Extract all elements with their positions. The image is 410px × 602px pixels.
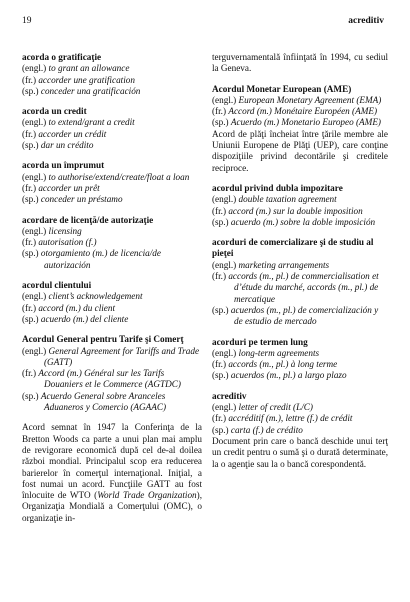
language-label: (engl.): [22, 63, 47, 74]
translation-line: [212, 305, 388, 328]
entry-definition: Acord de plăţi încheiat între ţările membre ale Uniunii Europene de Plăţi (UEP), care conţine dispoziţiile privind decontările şi creditele reciproce.: [212, 128, 388, 173]
language-label: (fr.): [212, 413, 227, 424]
page-header: [22, 16, 384, 30]
page-number: 19: [22, 16, 32, 26]
translated-term: accords (m., pl.) à long terme: [228, 359, 338, 370]
language-label: (engl.): [22, 291, 47, 302]
dictionary-entry: [22, 334, 202, 413]
entry-headword: acorda un credit: [22, 106, 87, 117]
translation-line: [212, 425, 388, 436]
translated-term: letter of credit (L/C): [238, 402, 313, 413]
translation-line: [22, 346, 202, 369]
language-label: (fr.): [212, 205, 227, 216]
translation-line: [212, 402, 388, 413]
translation-line: [22, 172, 202, 183]
translation-line: [22, 391, 202, 414]
language-label: (engl.): [22, 117, 47, 128]
language-label: (engl.): [212, 259, 237, 270]
entry-headword: acorda o gratificaţie: [22, 52, 102, 62]
entry-headword: Acordul General pentru Tarife şi Comerţ: [22, 334, 184, 345]
translated-term: Acuerdo General sobre Aranceles Aduaneros y Comercio (AGAAC): [40, 390, 167, 413]
translation-line: [22, 86, 202, 97]
entry-headword: acordul privind dubla impozitare: [212, 182, 343, 193]
dictionary-entry: [212, 183, 388, 228]
translated-term: European Monetary Agreement (EMA): [238, 94, 382, 105]
language-label: (sp.): [22, 194, 39, 205]
translated-term: Accord (m.) Général sur les Tarifs Douaniers et le Commerce (AGTDC): [38, 368, 181, 390]
running-head: acreditiv: [348, 16, 384, 26]
translation-line: [212, 117, 388, 128]
translated-term: dar un crédito: [40, 140, 94, 151]
language-label: (sp.): [22, 140, 39, 151]
translation-line: [22, 248, 202, 271]
language-label: (engl.): [212, 347, 237, 358]
language-label: (engl.): [22, 171, 47, 182]
translated-term: marketing arrangements: [238, 259, 330, 270]
translation-line: [22, 314, 202, 325]
translation-line: [212, 260, 388, 271]
entry-headword: acorduri de comercializare şi de studiu al pieţei: [212, 237, 374, 259]
language-label: (engl.): [22, 225, 47, 236]
translated-term: General Agreement for Tariffs and Trade (GATT): [44, 345, 200, 367]
dictionary-entry: [212, 237, 388, 327]
translated-term: client’s acknowledgement: [48, 291, 143, 302]
translation-line: [22, 63, 202, 74]
translation-line: [22, 75, 202, 86]
translation-line: [22, 183, 202, 194]
translated-term: accorder un prêt: [38, 182, 100, 193]
language-label: (fr.): [212, 271, 227, 282]
translated-term: double taxation agreement: [238, 194, 337, 205]
language-label: (fr.): [22, 182, 37, 193]
entry-headword: acorduri pe termen lung: [212, 336, 308, 347]
language-label: (fr.): [22, 237, 37, 248]
translation-line: [212, 359, 388, 370]
entry-headword: acreditiv: [212, 390, 247, 401]
entry-headword: acordul clientului: [22, 280, 92, 291]
entry-headword: acordare de licenţă/de autorizaţie: [22, 214, 154, 225]
translation-line: [22, 140, 202, 151]
translated-term: autorisation (f.): [38, 237, 97, 248]
language-label: (fr.): [212, 359, 227, 370]
language-label: (fr.): [22, 368, 37, 379]
translation-line: [212, 106, 388, 117]
translated-term: acuerdo (m.) sobre la doble imposición: [230, 216, 376, 227]
language-label: (fr.): [22, 302, 37, 313]
entry-headword: Acordul Monetar European (AME): [212, 83, 352, 94]
translated-term: licensing: [48, 225, 82, 236]
translated-term: accord (m.) sur la double imposition: [228, 205, 363, 216]
language-label: (sp.): [22, 248, 39, 259]
right-column: [212, 52, 388, 479]
dictionary-entry: [22, 106, 202, 151]
language-label: (sp.): [212, 424, 229, 435]
translation-line: [212, 413, 388, 424]
translated-term: accorder une gratification: [38, 74, 135, 85]
translated-term: otorgamiento (m.) de licencia/de autorización: [40, 248, 161, 270]
translated-term: conceder un préstamo: [40, 194, 123, 205]
translation-line: [212, 206, 388, 217]
dictionary-entry: [212, 337, 388, 382]
translation-line: [22, 291, 202, 302]
translation-line: [22, 194, 202, 205]
translated-term: conceder una gratificación: [40, 85, 141, 96]
translated-term: Accord (m.) Monétaire Européen (AME): [228, 106, 378, 117]
translated-term: Acuerdo (m.) Monetario Europeo (AME): [230, 117, 381, 128]
translated-term: carta (f.) de crédito: [230, 424, 303, 435]
language-label: (engl.): [22, 345, 47, 356]
translated-term: accréditif (m.), lettre (f.) de crédit: [228, 413, 353, 424]
language-label: (sp.): [212, 370, 229, 381]
translation-line: [212, 370, 388, 381]
language-label: (sp.): [22, 390, 39, 401]
translation-line: [22, 368, 202, 391]
translation-line: [212, 217, 388, 228]
translated-term: long-term agreements: [238, 347, 320, 358]
translated-term: accords (m., pl.) de commercialisation et d’étude du marché, accords (m., pl.) de mercatique: [228, 271, 379, 304]
dictionary-entry: [212, 84, 388, 174]
translated-term: acuerdo (m.) del cliente: [40, 313, 129, 324]
left-column: [22, 52, 202, 533]
translated-term: to extend/grant a credit: [48, 117, 135, 128]
translated-term: accord (m.) du client: [38, 302, 116, 313]
translated-term: to authorise/extend/create/float a loan: [48, 171, 190, 182]
dictionary-entry: [22, 215, 202, 271]
language-label: (engl.): [212, 402, 237, 413]
gatt-description: Acord semnat în 1947 la Conferinţa de la Bretton Woods ca parte a unui plan mai amplu de revigorare economică după cel de-al doilea război mondial. Principalul scop era reducerea barierelor în comerţul internaţional. Iniţial, a fost numai un acord. Funcţiile GATT au fost înlocuite de WTO (World Trade Organization), Organizaţia Mondială a Comerţului (OMC), o organizaţie in-: [22, 422, 203, 523]
translated-term: acuerdos (m., pl.) a largo plazo: [230, 370, 347, 381]
translation-line: [22, 129, 202, 140]
language-label: (engl.): [212, 94, 237, 105]
dictionary-entry: [212, 391, 388, 470]
language-label: (sp.): [212, 304, 229, 315]
translated-term: acuerdos (m., pl.) de comercialización y de estudio de mercado: [230, 304, 379, 327]
dictionary-entry: [22, 280, 202, 325]
translation-line: [22, 117, 202, 128]
translation-line: [212, 95, 388, 106]
language-label: (fr.): [22, 74, 37, 85]
dictionary-entry: [22, 52, 202, 97]
language-label: (fr.): [22, 128, 37, 139]
translation-line: [212, 348, 388, 359]
translation-line: [22, 237, 202, 248]
entry-definition: Document prin care o bancă deschide unui terţ un credit pentru o sumă şi o durată determinate, la o agenţie sau la o bancă corespondentă.: [212, 435, 388, 469]
translated-term: to grant an allowance: [48, 63, 130, 74]
language-label: (engl.): [212, 194, 237, 205]
language-label: (sp.): [22, 313, 39, 324]
translation-line: [22, 226, 202, 237]
language-label: (sp.): [22, 85, 39, 96]
language-label: (sp.): [212, 117, 229, 128]
dictionary-entry: [22, 160, 202, 205]
translation-line: [212, 271, 388, 305]
language-label: (sp.): [212, 216, 229, 227]
translation-line: [22, 303, 202, 314]
translated-term: accorder un crédit: [38, 128, 107, 139]
language-label: (fr.): [212, 106, 227, 117]
entry-headword: acorda un împrumut: [22, 160, 105, 171]
translation-line: [212, 194, 388, 205]
continued-paragraph: terguvernamentală înfiinţată în 1994, cu sediul la Geneva.: [212, 52, 388, 74]
